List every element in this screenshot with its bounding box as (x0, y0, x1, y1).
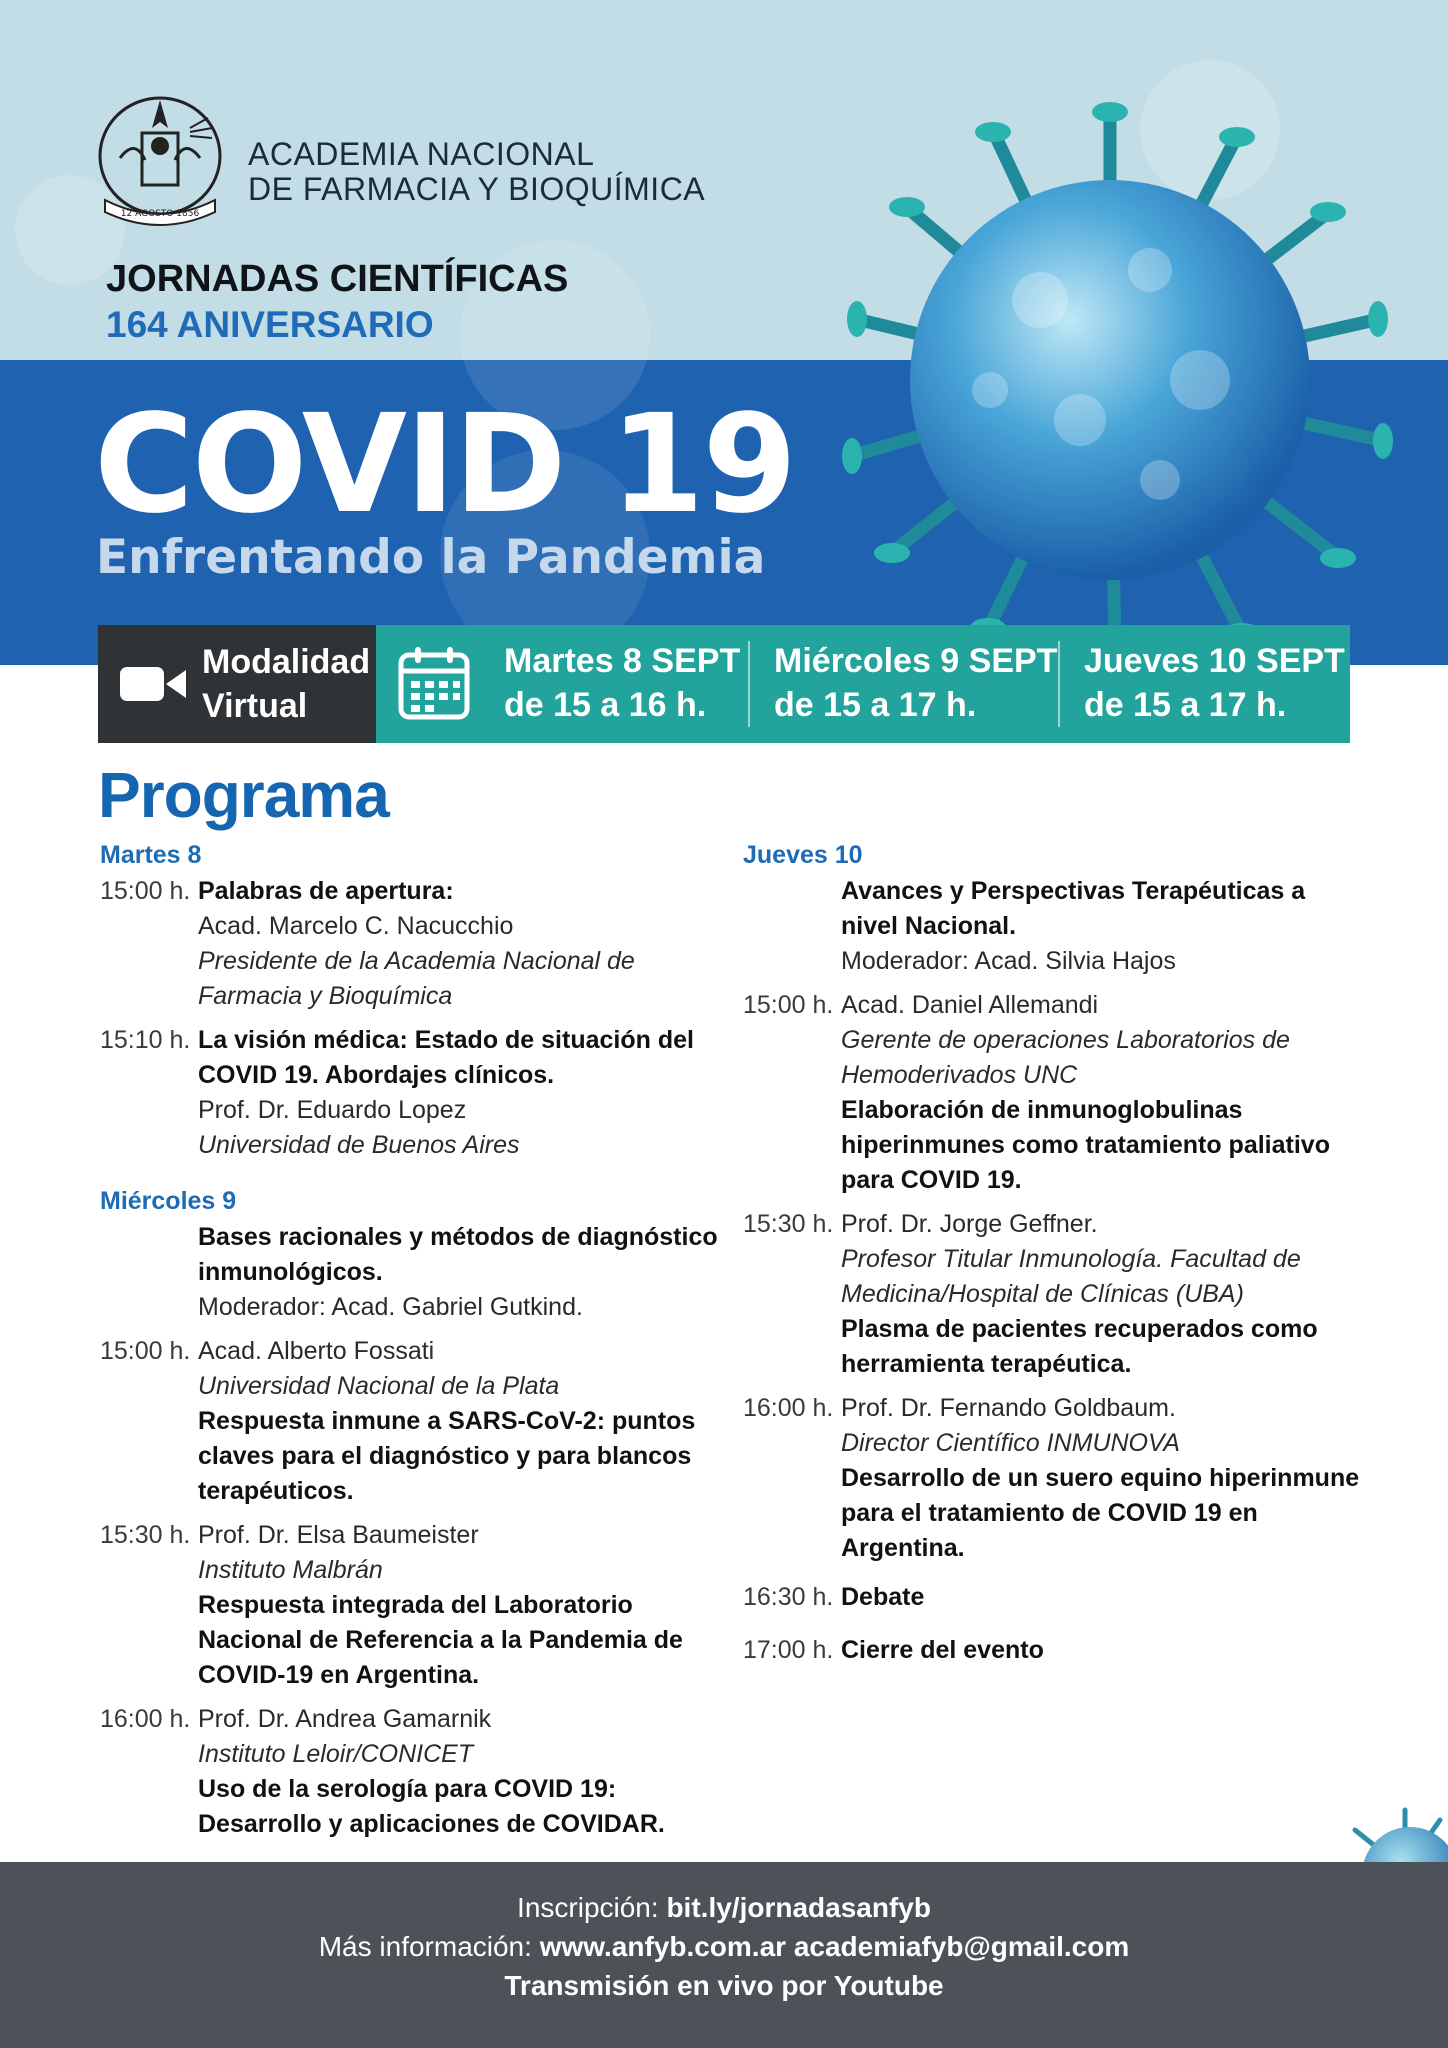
entry-speaker: Acad. Alberto Fossati (198, 1337, 435, 1365)
program-entry (743, 1633, 1363, 1668)
academy-name-line1: ACADEMIA NACIONAL (248, 136, 595, 172)
entry-talk: Plasma de pacientes recuperados como (841, 1315, 1318, 1343)
entry-affiliation: Universidad de Buenos Aires (198, 1131, 520, 1159)
entry-body (841, 1633, 1363, 1668)
event-info-bar (98, 625, 1350, 743)
academy-name (248, 137, 705, 207)
date-hours: de 15 a 17 h. (774, 686, 977, 724)
session-title: nivel Nacional. (841, 912, 1017, 940)
day-heading-martes: Martes 8 (100, 841, 202, 869)
website-link[interactable]: www.anfyb.com.ar (539, 1931, 787, 1962)
entry-time: 15:30 h. (743, 1210, 834, 1238)
seal-date-text: 12 AGOSTO 1856 (120, 209, 200, 219)
entry-affiliation: Medicina/Hospital de Clínicas (UBA) (841, 1280, 1244, 1308)
program-column-right (743, 838, 1363, 1677)
modality-line1: Modalidad (202, 643, 371, 681)
modality-line2: Virtual (202, 687, 308, 725)
entry-talk: Argentina. (841, 1534, 965, 1562)
day-heading-jueves: Jueves 10 (743, 841, 863, 869)
entry-body (841, 1207, 1363, 1382)
program-title: Programa (98, 759, 389, 831)
registration-link[interactable]: bit.ly/jornadasanfyb (666, 1892, 931, 1923)
day-heading-miercoles: Miércoles 9 (100, 1187, 237, 1215)
entry-title: Debate (841, 1583, 925, 1611)
calendar-icon (398, 645, 470, 721)
entry-affiliation: Gerente de operaciones Laboratorios de (841, 1026, 1290, 1054)
program-entry (743, 1580, 1363, 1615)
date-separator (748, 641, 750, 727)
entry-time: 15:30 h. (100, 1521, 191, 1549)
program-entry (743, 874, 1363, 979)
dates-box (376, 625, 1350, 743)
modality-box (98, 625, 376, 743)
date-hours: de 15 a 17 h. (1084, 686, 1287, 724)
entry-talk: Uso de la serología para COVID 19: (198, 1775, 617, 1803)
entry-talk: Elaboración de inmunoglobulinas (841, 1096, 1243, 1124)
entry-speaker: Acad. Daniel Allemandi (841, 991, 1099, 1019)
entry-title: La visión médica: Estado de situación del (198, 1026, 694, 1054)
entry-talk: claves para el diagnóstico y para blancos (198, 1442, 692, 1470)
entry-body (198, 1023, 700, 1163)
entry-talk: Nacional de Referencia a la Pandemia de (198, 1626, 683, 1654)
entry-speaker: Prof. Dr. Eduardo Lopez (198, 1096, 467, 1124)
entry-talk: COVID-19 en Argentina. (198, 1661, 480, 1689)
anniversary-label: 164 ANIVERSARIO (106, 304, 434, 345)
entry-talk: Desarrollo de un suero equino hiperinmune (841, 1464, 1360, 1492)
program-column-left (100, 838, 718, 1851)
entry-time: 16:30 h. (743, 1583, 834, 1611)
entry-time: 15:00 h. (100, 877, 191, 905)
entry-body (198, 1518, 700, 1693)
stream-info: Transmisión en vivo por Youtube (504, 1970, 944, 2001)
entry-time: 15:00 h. (100, 1337, 191, 1365)
video-camera-icon (120, 664, 186, 704)
entry-affiliation: Farmacia y Bioquímica (198, 982, 453, 1010)
entry-talk: Respuesta integrada del Laboratorio (198, 1591, 633, 1619)
program-entry (743, 1207, 1363, 1382)
entry-affiliation: Director Científico INMUNOVA (841, 1429, 1180, 1457)
date-day: Martes 8 SEPT (504, 642, 741, 680)
date-item-thursday (1084, 639, 1345, 727)
entry-body (841, 988, 1363, 1198)
event-series-title: JORNADAS CIENTÍFICAS (106, 258, 569, 300)
session-moderator: Moderador: Acad. Gabriel Gutkind. (198, 1293, 583, 1321)
entry-talk: para el tratamiento de COVID 19 en (841, 1499, 1258, 1527)
program-entry (743, 1391, 1363, 1566)
entry-body (198, 874, 700, 1014)
entry-body (198, 1334, 700, 1509)
entry-talk: Desarrollo y aplicaciones de COVIDAR. (198, 1810, 665, 1838)
entry-time: 15:00 h. (743, 991, 834, 1019)
date-hours: de 15 a 16 h. (504, 686, 707, 724)
entry-time: 15:10 h. (100, 1026, 191, 1054)
program-entry (100, 1023, 700, 1163)
more-info-line (0, 1927, 1448, 1966)
program-entry (100, 874, 700, 1014)
entry-affiliation: Universidad Nacional de la Plata (198, 1372, 560, 1400)
session-title: Bases racionales y métodos de diagnóstico (198, 1223, 718, 1251)
hero-subtitle: Enfrentando la Pandemia (96, 530, 766, 585)
session-title: Avances y Perspectivas Terapéuticas a (841, 877, 1306, 905)
entry-talk: hiperinmunes como tratamiento paliativo (841, 1131, 1330, 1159)
entry-time: 16:00 h. (743, 1394, 834, 1422)
hero-title: COVID 19 (94, 386, 796, 544)
entry-affiliation: Hemoderivados UNC (841, 1061, 1078, 1089)
entry-body (198, 1220, 718, 1325)
date-day: Jueves 10 SEPT (1084, 642, 1345, 680)
footer (0, 1862, 1448, 2048)
academy-name-line2: DE FARMACIA Y BIOQUÍMICA (248, 171, 706, 207)
entry-talk: Respuesta inmune a SARS-CoV-2: puntos (198, 1407, 696, 1435)
date-day: Miércoles 9 SEPT (774, 642, 1058, 680)
entry-time: 16:00 h. (100, 1705, 191, 1733)
date-item-wednesday (774, 639, 1057, 727)
entry-talk: para COVID 19. (841, 1166, 1022, 1194)
modality-label (202, 640, 370, 728)
program-entry (100, 1334, 700, 1509)
entry-body (841, 1391, 1363, 1566)
entry-speaker: Prof. Dr. Fernando Goldbaum. (841, 1394, 1176, 1422)
entry-body (198, 1702, 700, 1842)
entry-body (841, 1580, 1363, 1615)
entry-title: COVID 19. Abordajes clínicos. (198, 1061, 555, 1089)
entry-title: Palabras de apertura: (198, 877, 454, 905)
entry-affiliation: Instituto Malbrán (198, 1556, 383, 1584)
program-entry (743, 988, 1363, 1198)
entry-speaker: Prof. Dr. Jorge Geffner. (841, 1210, 1098, 1238)
entry-talk: terapéuticos. (198, 1477, 354, 1505)
email-link[interactable]: academiafyb@gmail.com (793, 1931, 1130, 1962)
registration-line (0, 1888, 1448, 1927)
entry-time: 17:00 h. (743, 1636, 834, 1664)
registration-label: Inscripción: (517, 1892, 659, 1923)
program-entry (100, 1702, 700, 1842)
entry-time (743, 874, 841, 979)
entry-speaker: Prof. Dr. Elsa Baumeister (198, 1521, 479, 1549)
program-entry (100, 1220, 718, 1325)
entry-affiliation: Instituto Leloir/CONICET (198, 1740, 474, 1768)
entry-talk: herramienta terapéutica. (841, 1350, 1132, 1378)
entry-affiliation: Presidente de la Academia Nacional de (198, 947, 635, 975)
session-title: inmunológicos. (198, 1258, 383, 1286)
entry-body (841, 874, 1363, 979)
session-moderator: Moderador: Acad. Silvia Hajos (841, 947, 1176, 975)
entry-time (100, 1220, 198, 1325)
entry-speaker: Acad. Marcelo C. Nacucchio (198, 912, 514, 940)
academy-seal-logo (90, 88, 230, 238)
date-separator (1058, 641, 1060, 727)
more-info-label: Más información: (318, 1931, 532, 1962)
virus-body (910, 180, 1310, 580)
entry-affiliation: Profesor Titular Inmunología. Facultad de (841, 1245, 1301, 1273)
entry-title: Cierre del evento (841, 1636, 1044, 1664)
program-entry (100, 1518, 700, 1693)
date-item-tuesday (504, 639, 740, 727)
entry-speaker: Prof. Dr. Andrea Gamarnik (198, 1705, 492, 1733)
